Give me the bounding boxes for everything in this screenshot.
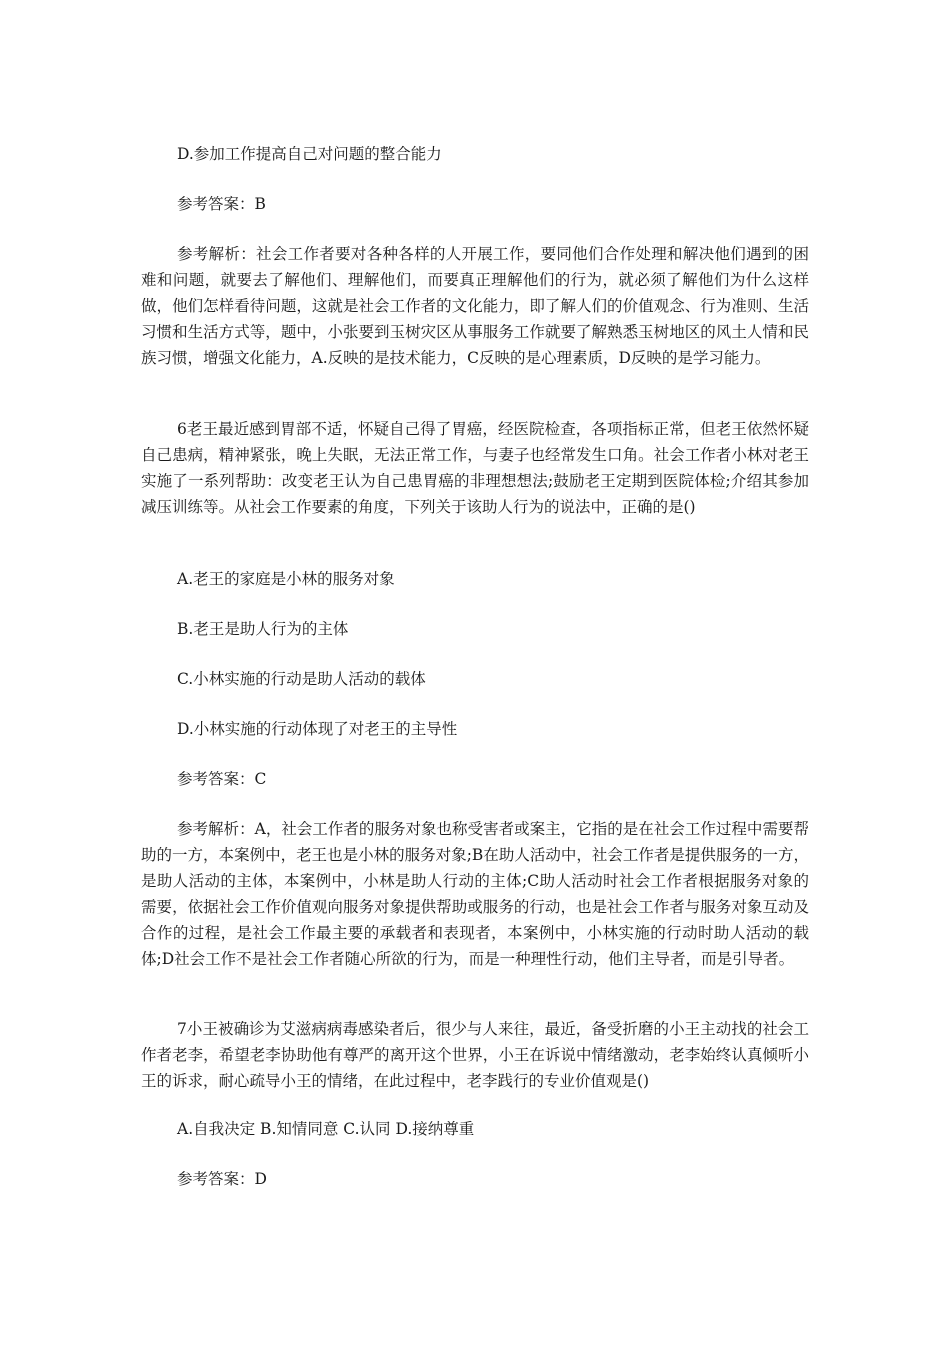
q6-option-c: C.小林实施的行动是助人活动的载体 [177, 670, 426, 688]
q7-options: A.自我决定 B.知情同意 C.认同 D.接纳尊重 [177, 1120, 475, 1138]
q5-analysis: 参考解析：社会工作者要对各种各样的人开展工作，要同他们合作处理和解决他们遇到的困难和问题，就要去了解他们、理解他们，而要真正理解他们的行为，就必须了解他们为什么这样做，他们怎样看待问题，这就是社会工作者的文化能力，即了解人们的价值观念、行为准则、生活习惯和生活方式等，题中，小张要到玉树灾区从事服务工作就要了解熟悉玉树地区的风土人情和民族习惯，增强文化能力，A.反映的是技术能力，C反映的是心理素质，D反映的是学习能力。 [141, 245, 809, 367]
q5-answer: 参考答案：B [177, 195, 266, 213]
q6-question: 6老王最近感到胃部不适，怀疑自己得了胃癌，经医院检查，各项指标正常，但老王依然怀疑自己患病，精神紧张，晚上失眠，无法正常工作，与妻子也经常发生口角。社会工作者小林对老王实施了一系列帮助：改变老王认为自己患胃癌的非理想想法;鼓励老王定期到医院体检;介绍其参加减压训练等。从社会工作要素的角度，下列关于该助人行为的说法中，正确的是() [141, 420, 809, 516]
q6-option-d: D.小林实施的行动体现了对老王的主导性 [177, 720, 458, 738]
q6-option-a: A.老王的家庭是小林的服务对象 [177, 570, 395, 588]
q6-analysis: 参考解析：A，社会工作者的服务对象也称受害者或案主，它指的是在社会工作过程中需要帮助的一方，本案例中，老王也是小林的服务对象;B在助人活动中，社会工作者是提供服务的一方，是助人活动的主体，本案例中，小林是助人行动的主体;C助人活动时社会工作者根据服务对象的需要，依据社会工作价值观向服务对象提供帮助或服务的行动，也是社会工作者与服务对象互动及合作的过程，是社会工作最主要的承载者和表现者，本案例中，小林实施的行动时助人活动的载体;D社会工作不是社会工作者随心所欲的行为，而是一种理性行动，他们主导者，而是引导者。 [141, 820, 809, 968]
q5-option-d: D.参加工作提高自己对问题的整合能力 [177, 145, 442, 163]
q6-answer: 参考答案：C [177, 770, 267, 788]
q6-option-b: B.老王是助人行为的主体 [177, 620, 349, 638]
q7-answer: 参考答案：D [177, 1170, 267, 1188]
q7-question: 7小王被确诊为艾滋病病毒感染者后，很少与人来往，最近，备受折磨的小王主动找的社会工作者老李，希望老李协助他有尊严的离开这个世界，小王在诉说中情绪激动，老李始终认真倾听小王的诉求，耐心疏导小王的情绪，在此过程中，老李践行的专业价值观是() [141, 1020, 809, 1090]
